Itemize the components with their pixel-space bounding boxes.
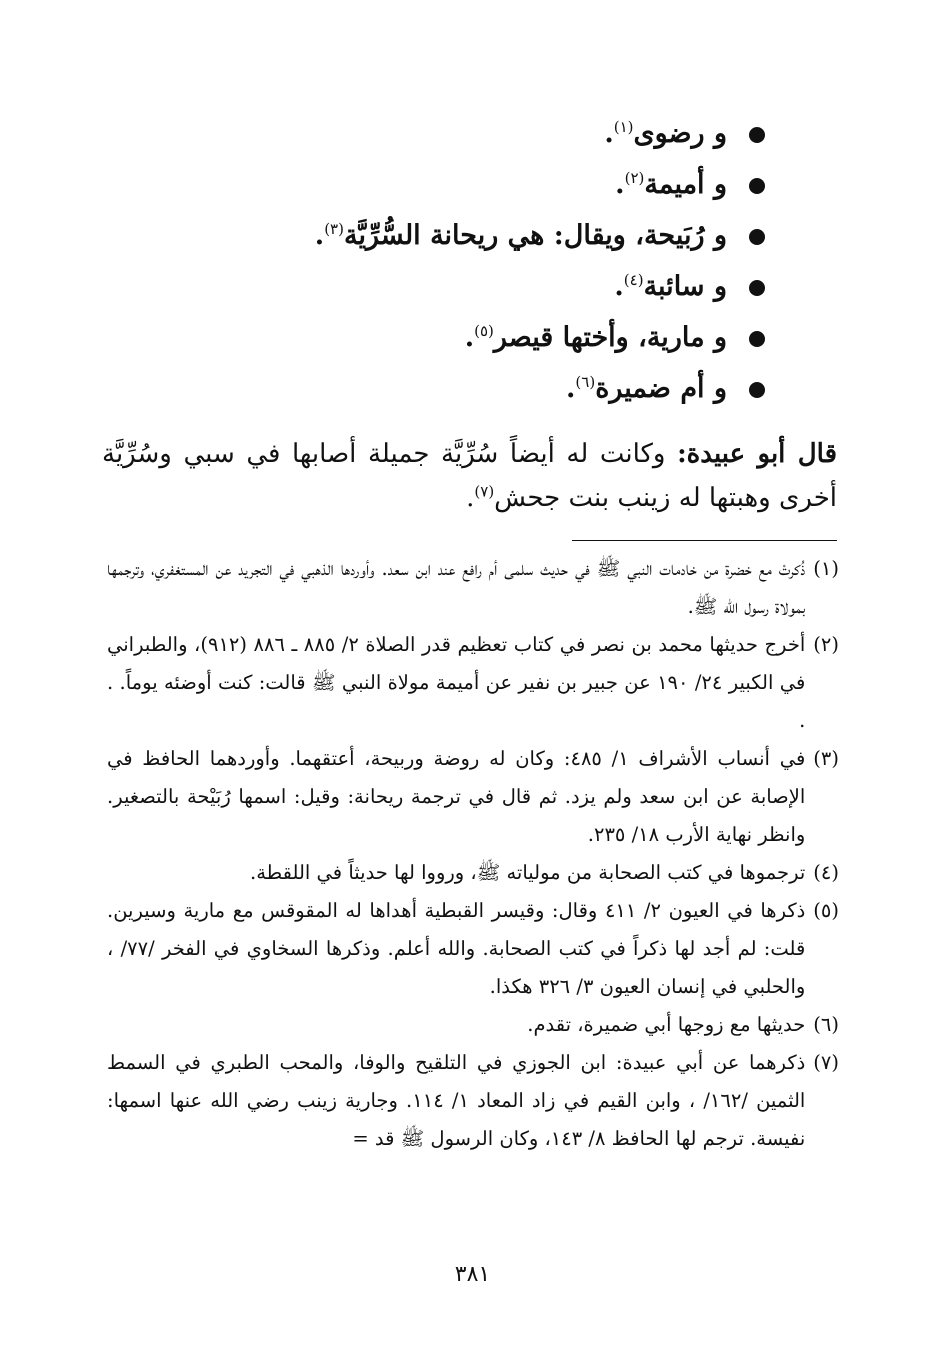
footnote-number: (٦) bbox=[813, 1013, 839, 1036]
footnote-number: (٥) bbox=[813, 899, 839, 922]
footnotes-list bbox=[107, 550, 839, 1158]
footnote-text: حديثها مع زوجها أبي ضميرة، تقدم. bbox=[527, 1013, 806, 1036]
footnote-number: (٧) bbox=[813, 1051, 839, 1074]
bullet-icon bbox=[749, 178, 765, 194]
list-item: و رُبَيحة، ويقال: هي ريحانة السُّرِّيَّة$^{(٣)}$. bbox=[125, 210, 765, 261]
bullet-icon bbox=[749, 127, 765, 143]
footnote bbox=[107, 550, 839, 626]
body-paragraph: قال أبو عبيدة: وكانت له أيضاً سُرِّيَّة جميلة أصابها في سبي وسُرِّيَّة أخرى وهبتها له زينب بنت جحش$^{(٧)}$. bbox=[102, 439, 838, 513]
page-number: ٣٨١ bbox=[454, 1262, 491, 1287]
bullet-icon bbox=[749, 331, 765, 347]
footnote-ref[interactable]: (٦) bbox=[575, 373, 596, 391]
footnote bbox=[107, 1044, 839, 1158]
footnote-ref[interactable]: (١) bbox=[613, 118, 634, 136]
footnote-text: ترجموها في كتب الصحابة من مولياته ﷺ، ورووا لها حديثاً في اللقطة. bbox=[250, 861, 806, 884]
footnote-number: (٣) bbox=[813, 747, 839, 770]
paragraph-body: وكانت له أيضاً سُرِّيَّة جميلة أصابها في سبي وسُرِّيَّة أخرى وهبتها له زينب بنت جحش bbox=[102, 439, 837, 513]
bullet-icon bbox=[749, 280, 765, 296]
footnote-divider bbox=[572, 540, 837, 541]
footnote-text: ذكرهما عن أبي عبيدة: ابن الجوزي في التلقيح والوفا، والمحب الطبري في السمط الثمين /١٦٢/ ، وابن القيم في زاد المعاد ١/ ١١٤. وجارية زينب رضي الله عنها اسمها: نفيسة. ترجم لها الحافظ ٨/ ١٤٣، وكان الرسول ﷺ قد = bbox=[107, 1051, 806, 1150]
footnote bbox=[107, 740, 839, 854]
list-item: و رضوى$^{(١)}$. bbox=[125, 108, 765, 159]
footnote-text: ذُكرتْ مع خضرة من خادمات النبي ﷺ في حديث سلمى أم رافع عند ابن سعد. وأوردها الذهبي في التجريد عن المستغفري، وترجمها بمولاة رسول الله ﷺ. bbox=[107, 557, 806, 618]
footnote bbox=[107, 854, 839, 892]
footnote-number: (٤) bbox=[813, 861, 839, 884]
footnote bbox=[107, 892, 839, 1006]
footnote-ref[interactable]: (٤) bbox=[623, 271, 644, 289]
paragraph-lead: قال أبو عبيدة: bbox=[677, 439, 838, 469]
list-item: و أم ضميرة$^{(٦)}$. bbox=[125, 363, 765, 414]
footnote bbox=[107, 626, 839, 740]
footnote-text: في أنساب الأشراف ١/ ٤٨٥: وكان له روضة وربيحة، أعتقهما. وأوردهما الحافظ في الإصابة عن ابن سعد ولم يزد. ثم قال في ترجمة ريحانة: وقيل: اسمها رُبَيْحة بالتصغير. وانظر نهاية الأرب ١٨/ ٢٣٥. bbox=[107, 747, 806, 846]
footnote-number: (٢) bbox=[813, 633, 839, 656]
list-item: و مارية، وأختها قيصر$^{(٥)}$. bbox=[125, 312, 765, 363]
bullet-icon bbox=[749, 382, 765, 398]
footnote-ref[interactable]: (٣) bbox=[324, 220, 344, 238]
names-list bbox=[125, 108, 765, 414]
footnote-text: أخرج حديثها محمد بن نصر في كتاب تعظيم قدر الصلاة ٢/ ٨٨٥ ـ ٨٨٦ (٩١٢)، والطبراني في الكبير ٢٤/ ١٩٠ عن جبير بن نفير عن أميمة مولاة النبي ﷺ قالت: كنت أوضئه يوماً. . . bbox=[107, 633, 806, 732]
footnote-ref[interactable]: (٧) bbox=[474, 482, 495, 501]
footnote-ref[interactable]: (٢) bbox=[624, 169, 645, 187]
footnote-ref[interactable]: (٥) bbox=[474, 322, 494, 340]
footnote-number: (١) bbox=[813, 557, 839, 580]
list-item: و أميمة$^{(٢)}$. bbox=[125, 159, 765, 210]
footnote bbox=[107, 1006, 839, 1044]
footnote-text: ذكرها في العيون ٢/ ٤١١ وقال: وقيسر القبطية أهداها له المقوقس مع مارية وسيرين. قلت: لم أجد لها ذكراً في كتب الصحابة. والله أعلم. وذكرها السخاوي في الفخر /٧٧/ ، والحلبي في إنسان العيون ٣/ ٣٢٦ هكذا. bbox=[107, 899, 806, 998]
bullet-icon bbox=[749, 229, 765, 245]
list-item: و سائبة$^{(٤)}$. bbox=[125, 261, 765, 312]
